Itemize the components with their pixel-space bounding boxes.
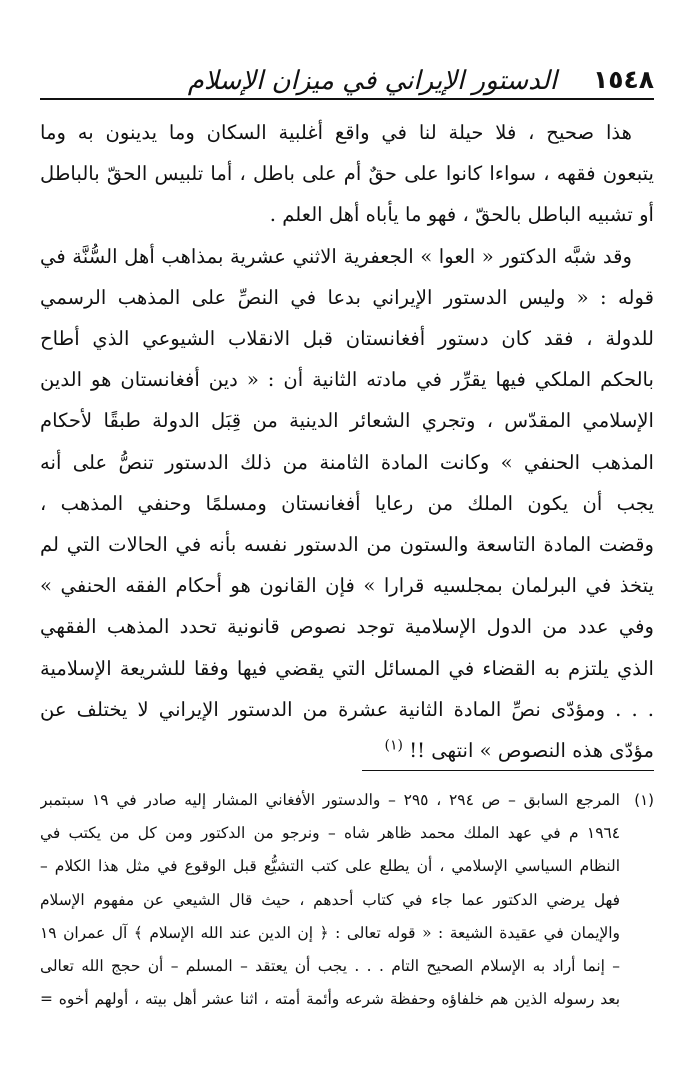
text-line: وقد شبَّه الدكتور « العوا » الجعفرية الاثني عشرية بمذاهب أهل السُّنَّة في (40, 244, 632, 268)
text-line: يتبعون فقهه ، سواءا كانوا على حقٌ أم على باطل ، أما تلبيس الحقّ بالباطل (40, 162, 654, 186)
text-line: الذي يلتزم به القضاء في المسائل التي يقضي فيها وفقا للشريعة الإسلامية (40, 656, 654, 680)
text-line: الإسلامي المقدّس ، وتجري الشعائر الدينية من قِبَل الدولة طبقًا لأحكام (40, 409, 654, 433)
footnote-line: والإيمان في عقيدة الشيعة : « قوله تعالى : ﴿ إن الدين عند الله الإسلام ﴾ آل عمران ١٩ (40, 923, 620, 942)
text-line: للدولة ، فقد كان دستور أفغانستان قبل الانقلاب الشيوعي الذي أطاح (40, 327, 654, 351)
main-text (40, 112, 654, 771)
footnote-line: بعد رسوله الذين هم خلفاؤه وحفظة شرعه وأئمة أمته ، اثنا عشر أهل بيته ، أولهم أخوه = (40, 990, 620, 1009)
text-line: بالحكم الملكي فيها يقرِّر في مادته الثانية أن : « دين أفغانستان هو الدين (40, 368, 654, 392)
header-rule (40, 98, 654, 100)
footnotes (40, 784, 654, 1016)
paragraph-2 (40, 236, 654, 772)
footnote-line: المرجع السابق – ص ٢٩٤ ، ٢٩٥ – والدستور الأفغاني المشار إليه صادر في ١٩ سبتمبر (40, 791, 620, 809)
text-line: المذهب الحنفي » وكانت المادة الثامنة من ذلك الدستور تنصُّ على أنه (40, 450, 654, 474)
footnote-separator (362, 770, 654, 771)
page-header (40, 52, 654, 98)
text-line-content: مؤدّى هذه النصوص » انتهى !! (409, 739, 654, 763)
footnote-text (40, 784, 620, 1016)
footnote-item (40, 784, 654, 1016)
text-line: وقضت المادة التاسعة والستون من الدستور نفسه بأنه في الحالات التي لم (40, 533, 654, 557)
footnote-reference[interactable]: (١) (384, 737, 404, 754)
text-line: . . . ومؤدّى نصِّ المادة الثانية عشرة من الدستور الإيراني لا يختلف عن (40, 697, 654, 721)
footnote-line: ١٩٦٤ م في عهد الملك محمد ظاهر شاه – ونرجو من الدكتور ومن كل من يكتب في (40, 824, 620, 843)
footnote-line: النظام السياسي الإسلامي ، أن يطلع على كتب التشيُّع قبل الوقوع في مثل هذا الكلام – (40, 857, 620, 876)
footnote-line: فهل يرضي الدكتور عما جاء في كتاب أحدهم ، حيث قال الشيعي عن مفهوم الإسلام (40, 890, 620, 909)
paragraph-1 (40, 112, 654, 236)
text-line: يجب أن يكون الملك من رعايا أفغانستان ومسلمًا وحنفي المذهب ، (40, 491, 654, 515)
footnote-number: (١) (634, 791, 654, 809)
page-number: ١٥٤٨ (592, 65, 654, 94)
text-line: وفي عدد من الدول الإسلامية توجد نصوص قانونية تحدد المذهب الفقهي (40, 615, 654, 639)
text-line: يتخذ في البرلمان بمجلسيه قرارا » فإن القانون هو أحكام الفقه الحنفي » (40, 574, 654, 598)
text-line: هذا صحيح ، فلا حيلة لنا في واقع أغلبية السكان وما يدينون به وما (40, 121, 632, 144)
text-line: أو تشبيه الباطل بالحقّ ، فهو ما يأباه أهل العلم . (269, 203, 654, 227)
text-line-final (40, 730, 654, 771)
footnote-line: – إنما أراد به الإسلام الصحيح التام . . . يجب أن يعتقد – المسلم – أن حجج الله تعالى (40, 957, 620, 976)
running-title: الدستور الإيراني في ميزان الإسلام (187, 66, 557, 96)
text-line: قوله : « وليس الدستور الإيراني بدعا في النصِّ على المذهب الرسمي (40, 285, 654, 309)
